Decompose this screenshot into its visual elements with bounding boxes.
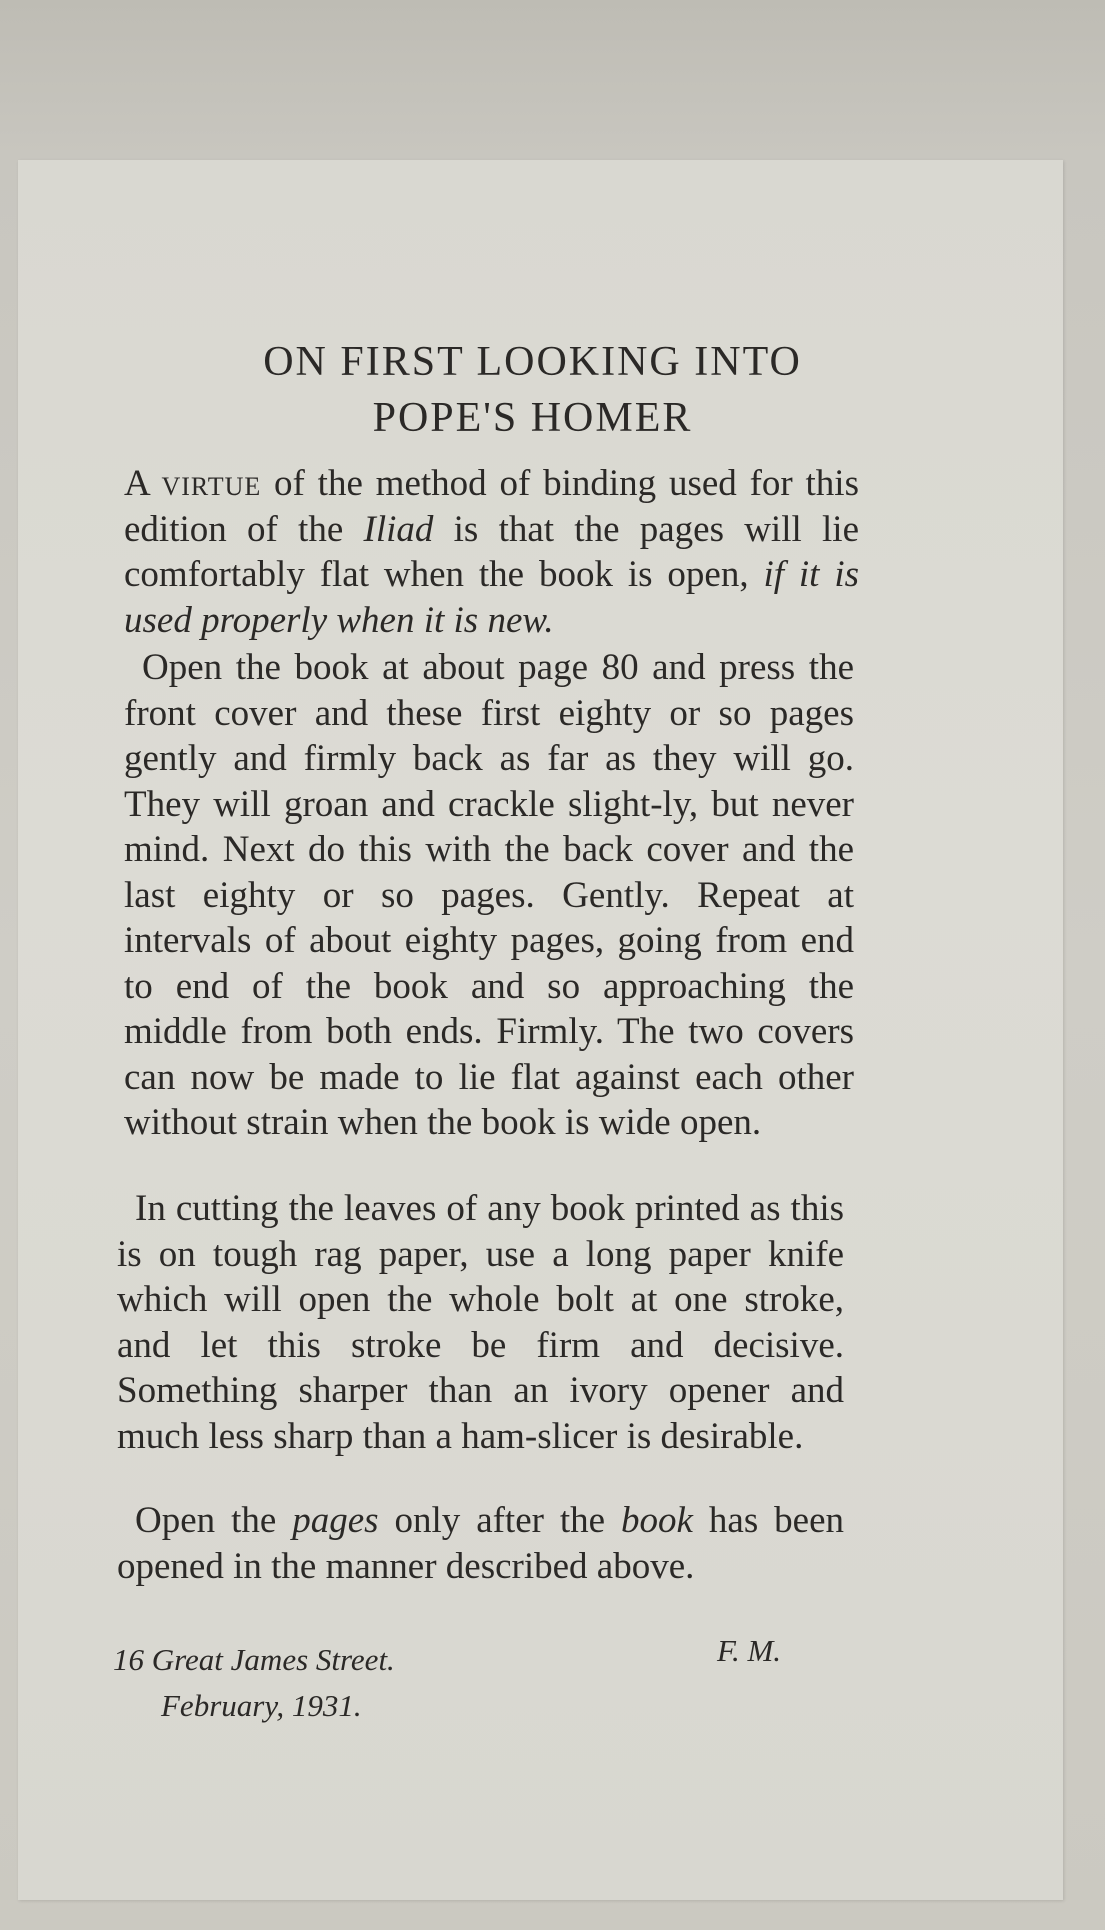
- paragraph-text: has been opened in the manner described above.: [117, 1500, 844, 1587]
- paragraph-cutting-leaves: In cutting the leaves of any book printed as this is on tough rag paper, use a long paper knife which will open the whole bolt at one stroke, and let this stroke be firm and decisive. Something sharper than an ivory opener and much less sharp than a ham-slicer is desirable.: [117, 1188, 844, 1457]
- paragraph-text: of the method of binding used for this edition of the: [124, 463, 859, 550]
- paragraph-text: Open the: [135, 1500, 293, 1541]
- paragraph-text: is that the pages will lie comfortably flat when the book is open,: [124, 508, 859, 595]
- paragraph-opening-instructions: Open the book at about page 80 and press the front cover and these first eighty or so pages gently and firmly back as far as they will go. They will groan and crackle slight-ly, but never mind. Next do this with the back cover and the last eighty or so pages. Gently. Repeat at intervals of about eighty pages, going from end to end of the book and so approaching the middle from both ends. Firmly. The two covers can now be made to lie flat against each other without strain when the book is wide open.: [124, 647, 854, 1143]
- book-emphasis: book: [621, 1500, 693, 1541]
- paragraph-emphasis: if it is used properly when it is new.: [124, 554, 859, 641]
- signature-block: [113, 1637, 395, 1729]
- title-line-2: POPE'S HOMER: [372, 395, 693, 441]
- paragraph-text: only after the: [378, 1500, 622, 1541]
- paragraph-lead-smallcaps: virtue: [161, 463, 262, 504]
- paragraph-binding: [124, 461, 859, 643]
- title-line-1: ON FIRST LOOKING INTO: [263, 339, 802, 385]
- pages-emphasis: pages: [292, 1500, 379, 1541]
- signature-address: 16 Great James Street.: [113, 1642, 395, 1677]
- paragraph-lead: A: [124, 463, 162, 504]
- signature-initials: F. M.: [717, 1633, 782, 1668]
- paragraph-final-note: [117, 1498, 844, 1589]
- iliad-title: Iliad: [363, 508, 434, 550]
- signature-date: February, 1931.: [161, 1688, 362, 1723]
